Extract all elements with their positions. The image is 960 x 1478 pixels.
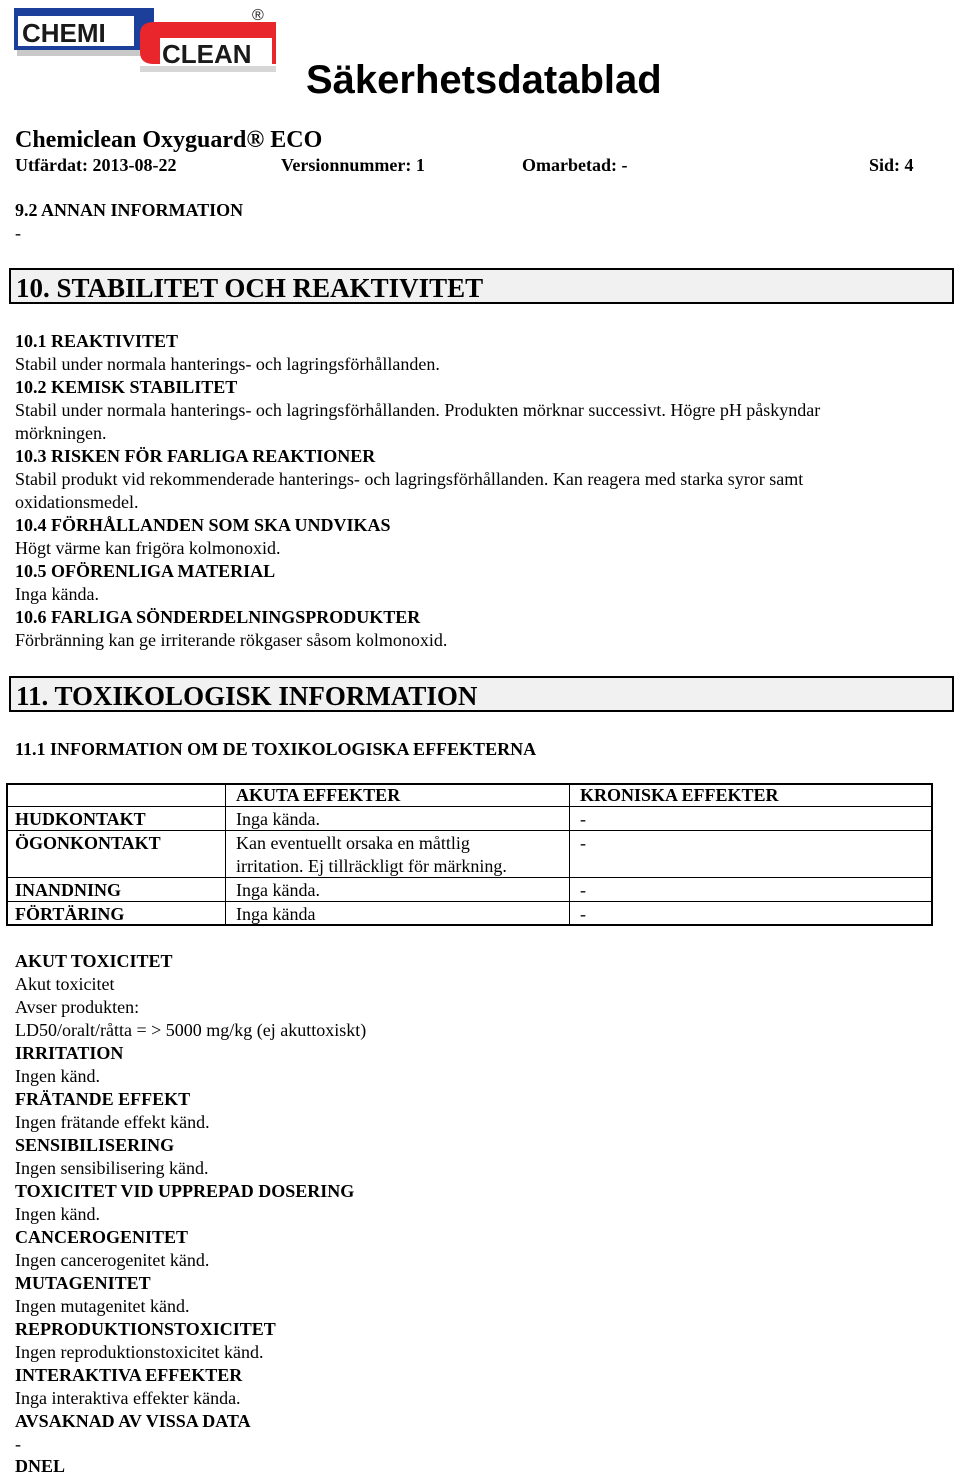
toxicology-effects-table bbox=[6, 783, 933, 926]
chemiclean-logo bbox=[14, 4, 284, 88]
heading-carcinogenicity: CANCEROGENITET bbox=[15, 1227, 189, 1247]
heading-10-4: 10.4 FÖRHÅLLANDEN SOM SKA UNDVIKAS bbox=[15, 515, 391, 535]
heading-10-2: 10.2 KEMISK STABILITET bbox=[15, 377, 238, 397]
page-number: Sid: 4 bbox=[869, 155, 914, 175]
heading-mutagenicity: MUTAGENITET bbox=[15, 1273, 151, 1293]
text-10-5: Inga kända. bbox=[15, 584, 99, 604]
document-title: Säkerhetsdatablad bbox=[306, 58, 662, 102]
text-missing-data: - bbox=[15, 1434, 21, 1454]
table-cell-acute: Inga kända. bbox=[236, 880, 320, 900]
text-acute-toxicity-2: Avser produkten: bbox=[15, 997, 140, 1017]
heading-9-2: 9.2 ANNAN INFORMATION bbox=[15, 200, 244, 220]
heading-10-6: 10.6 FARLIGA SÖNDERDELNINGSPRODUKTER bbox=[15, 607, 421, 627]
logo-graphic bbox=[14, 4, 284, 88]
heading-dnel: DNEL bbox=[15, 1456, 66, 1476]
table-cell-chronic: - bbox=[580, 809, 586, 829]
text-corrosive: Ingen frätande effekt känd. bbox=[15, 1112, 210, 1132]
text-sensitization: Ingen sensibilisering känd. bbox=[15, 1158, 209, 1178]
table-row-label: INANDNING bbox=[15, 880, 122, 900]
text-10-4: Högt värme kan frigöra kolmonoxid. bbox=[15, 538, 281, 558]
heading-interactive: INTERAKTIVA EFFEKTER bbox=[15, 1365, 243, 1385]
table-header-chronic: KRONISKA EFFEKTER bbox=[580, 785, 779, 805]
product-name: Chemiclean Oxyguard® ECO bbox=[15, 127, 323, 153]
logo-registered-mark: ® bbox=[252, 7, 264, 24]
text-mutagenicity: Ingen mutagenitet känd. bbox=[15, 1296, 190, 1316]
logo-word-chemi: CHEMI bbox=[22, 18, 106, 48]
revised-date: Omarbetad: - bbox=[522, 155, 628, 175]
table-row-label: FÖRTÄRING bbox=[15, 904, 125, 924]
text-interactive: Inga interaktiva effekter kända. bbox=[15, 1388, 241, 1408]
text-irritation: Ingen känd. bbox=[15, 1066, 100, 1086]
text-10-2-line2: mörkningen. bbox=[15, 423, 107, 443]
table-cell-acute: Inga kända. bbox=[236, 809, 320, 829]
text-10-1: Stabil under normala hanterings- och lagringsförhållanden. bbox=[15, 354, 440, 374]
text-10-3-line2: oxidationsmedel. bbox=[15, 492, 139, 512]
text-9-2: - bbox=[15, 223, 21, 243]
version-number: Versionnummer: 1 bbox=[281, 155, 425, 175]
table-cell-chronic: - bbox=[580, 833, 586, 853]
text-10-6: Förbränning kan ge irriterande rökgaser såsom kolmonoxid. bbox=[15, 630, 448, 650]
table-cell-acute: Kan eventuellt orsaka en måttlig bbox=[236, 833, 470, 853]
heading-11-1: 11.1 INFORMATION OM DE TOXIKOLOGISKA EFFEKTERNA bbox=[15, 739, 537, 759]
heading-sensitization: SENSIBILISERING bbox=[15, 1135, 175, 1155]
table-cell-acute: Inga kända bbox=[236, 904, 316, 924]
heading-repeated-dose: TOXICITET VID UPPREPAD DOSERING bbox=[15, 1181, 355, 1201]
table-cell-chronic: - bbox=[580, 904, 586, 924]
table-cell-chronic: - bbox=[580, 880, 586, 900]
table-header-acute: AKUTA EFFEKTER bbox=[236, 785, 401, 805]
heading-10-3: 10.3 RISKEN FÖR FARLIGA REAKTIONER bbox=[15, 446, 376, 466]
heading-10-1: 10.1 REAKTIVITET bbox=[15, 331, 179, 351]
text-acute-toxicity-3: LD50/oralt/råtta = > 5000 mg/kg (ej akuttoxiskt) bbox=[15, 1020, 367, 1040]
table-row-label: HUDKONTAKT bbox=[15, 809, 146, 829]
text-reproductive: Ingen reproduktionstoxicitet känd. bbox=[15, 1342, 264, 1362]
table-cell-acute-cont: irritation. Ej tillräckligt för märkning. bbox=[236, 856, 507, 876]
text-acute-toxicity-1: Akut toxicitet bbox=[15, 974, 115, 994]
text-repeated-dose: Ingen känd. bbox=[15, 1204, 100, 1224]
heading-irritation: IRRITATION bbox=[15, 1043, 124, 1063]
section-11-header bbox=[9, 676, 954, 712]
section-10-title: 10. STABILITET OCH REAKTIVITET bbox=[16, 273, 484, 303]
table-row-label: ÖGONKONTAKT bbox=[15, 833, 161, 853]
heading-10-5: 10.5 OFÖRENLIGA MATERIAL bbox=[15, 561, 276, 581]
heading-missing-data: AVSAKNAD AV VISSA DATA bbox=[15, 1411, 251, 1431]
logo-word-clean: CLEAN bbox=[162, 39, 252, 69]
section-11-title: 11. TOXIKOLOGISK INFORMATION bbox=[16, 681, 478, 711]
section-10-header bbox=[9, 268, 954, 304]
heading-corrosive: FRÄTANDE EFFEKT bbox=[15, 1089, 191, 1109]
heading-reproductive: REPRODUKTIONSTOXICITET bbox=[15, 1319, 276, 1339]
heading-acute-toxicity: AKUT TOXICITET bbox=[15, 951, 173, 971]
text-carcinogenicity: Ingen cancerogenitet känd. bbox=[15, 1250, 210, 1270]
text-10-2-line1: Stabil under normala hanterings- och lagringsförhållanden. Produkten mörknar successivt. Högre pH påskyndar bbox=[15, 400, 821, 420]
issued-date: Utfärdat: 2013-08-22 bbox=[15, 155, 177, 175]
text-10-3-line1: Stabil produkt vid rekommenderade hanterings- och lagringsförhållanden. Kan reagera med starka syror samt bbox=[15, 469, 804, 489]
